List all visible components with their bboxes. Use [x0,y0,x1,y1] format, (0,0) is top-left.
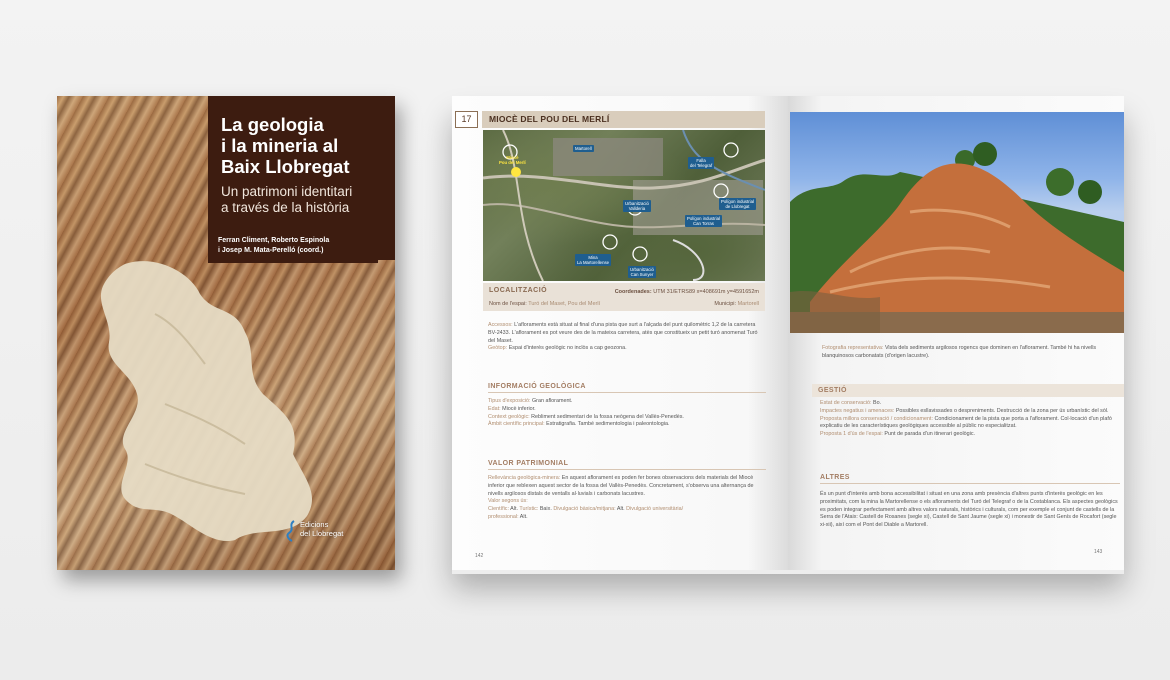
cover-subtitle: Un patrimoni identitari a través de la història [221,184,353,215]
page-number-left: 142 [475,553,484,559]
publisher-mark-icon [284,520,298,542]
publisher-logo: Edicions del Llobregat [300,520,343,538]
management-rows: Estat de conservació: Bo. Impactes negatius i amenaces: Possibles esllavissades o despreniments. Destrucció de la zona per ús urbanístic del sòl. Proposta millora conservació / condicionament: Condicionament de la pista que porta a l'aflorament. Col·locació d'un plafó explicatiu de les característiques geològiques accessible al públic no especialitzat. Proposta 1 d'ús de l'espai: Punt de parada d'un itinerari geològic. [820,400,1112,438]
map-label-urbanitzacio-vallderia: Urbanització Vallderia [625,201,649,211]
map-label-falla: Falla del Telegraf [690,158,713,168]
representative-photo [790,112,1124,333]
map-label-can-sunyer: Urbanització Can Sunyer [630,267,654,277]
map-label-martorell: Martorell [575,146,592,151]
space-name: Nom de l'espai: Turó del Maset, Pou del Merlí [489,301,601,307]
photo-caption: Fotografia representativa: Vista dels sediments argilosos rogencs que dominen en l'aflorament. També hi ha nivells blanquinosos carbonatats (d'origen lacustre). [822,345,1097,359]
access-text: Accessos: L'afloraments està situat al final d'una pista que surt a l'alçada del punt quilomètric 1,2 de la carretera BV-2433. L'aflorament es pot veure des de la mateixa carretera, atès que constitueix un petit turó anomenat Turó del Maset. Geòtop: Espai d'interès geològic no inclòs a cap geozona. [488,322,758,352]
geo-info-rows: Tipus d'exposició: Gran aflorament. Edat: Miocè inferior. Context geològic: Rebliment sedimentari de la fossa neògena del Vallès-Penedès. Àmbit científic principal: Estratigrafia. També sedimentologia i paleontologia. [488,398,684,428]
map-label-mina: Mina La Martorellense [577,255,610,265]
entry-title: MIOCÈ DEL POU DEL MERLÍ [482,111,765,128]
entry-number: 17 [455,111,478,128]
location-map [483,130,765,281]
pale-rock-layer [95,254,325,544]
hill-photo [790,112,1124,333]
geo-info-heading: INFORMACIÓ GEOLÒGICA [488,383,766,393]
others-text: És un punt d'interès amb bona accessibilitat i situat en una zona amb presència d'altres punts d'interès geològic en les proximitats, com la mina la Martorellense o els afloraments del Turó del Telegraf o de la Costablanca. Els aspectes geològics es poden integrar perfectament amb altres valors naturals, històrics i culturals, com per exemple el conjunt de castells de la Serra de l'Ataix: Castell de Rosanes (segle xi), Castell de Sant Jaume (segle xi) i monestir de Sant Genís de Rocafort (segle xi-xii), així com el Pont del Diable a Martorell. [820,491,1118,529]
cover-title: La geologia i la mineria al Baix Llobregat [221,114,350,177]
heritage-heading: VALOR PATRIMONIAL [488,460,766,470]
others-heading: ALTRES [820,474,1120,484]
heritage-text: Rellevància geològica-minera: En aquest aflorament es poden fer bones observacions dels materials del Miocè inferior que reblexen aquest sector de la fossa del Vallès-Penedès. Concretament, s'observa una alternança de nivells argilosos distals de ventalls al·luvials i carbonats lacustres. Valor segons ús: Científic: Alt. Turístic: Baix. Divulgació bàsica/mitjana: Alt. Divulgació universitària/ professional: Alt. [488,475,754,520]
management-heading: GESTIÓ [812,384,1124,397]
cover-authors: Ferran Climent, Roberto Espinola i Josep M. Mata-Perelló (coord.) [208,229,378,263]
map-label-poligon-can-torras: Polígon industrial Can Torras [687,216,720,226]
map-label-mioce: Miocè Pou del Merlí [499,155,526,165]
location-heading: LOCALITZACIÓ [489,287,548,294]
book-cover [57,96,395,570]
location-bar [483,283,765,311]
page-number-right: 143 [1094,549,1103,555]
municipality: Municipi: Martorell [714,301,759,307]
coordinates: Coordenades: UTM 31/ETRS89 x=408691m y=4591652m [614,289,759,295]
map-label-poligon-llobregat: Polígon industrial de Llobregat [721,199,754,209]
